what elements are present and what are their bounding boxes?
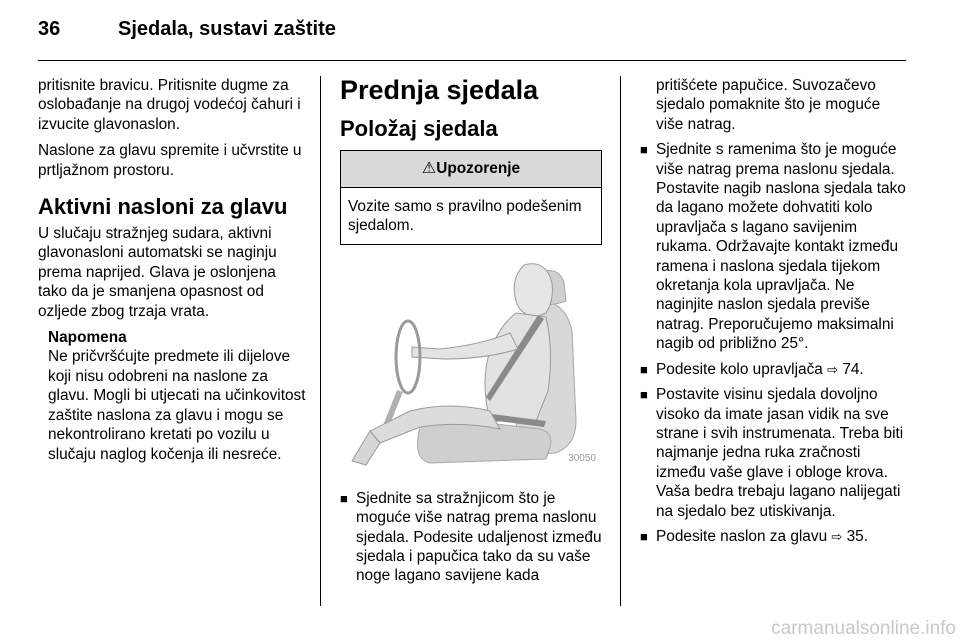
bullet-square-icon: ■ (340, 490, 348, 506)
warning-triangle-icon: ⚠ (421, 160, 437, 177)
paragraph: pritisnite bravicu. Pritisnite dugme za oslobađanje na drugoj vodećoj čahuri i izvucite glavonaslon. (38, 77, 301, 133)
warning-title: Upozorenje (436, 160, 521, 177)
page-ref-arrow-icon: ⇨ (827, 361, 839, 377)
list-item (340, 489, 605, 586)
section-heading: Aktivni nasloni za glavu (38, 194, 288, 220)
chapter-heading: Prednja sjedala (340, 75, 539, 105)
figure-code: 30050 (568, 453, 596, 465)
list-item-text: Podesite kolo upravljača (656, 360, 823, 378)
bullet-square-icon: ■ (640, 361, 648, 377)
page-number: 36 (38, 18, 61, 40)
paragraph: Naslone za glavu spremite i učvrstite u prtljažnom prostoru. (38, 142, 302, 179)
bullet-square-icon: ■ (640, 142, 648, 158)
watermark: carmanualsonline.info (771, 618, 956, 639)
paragraph: U slučaju stražnjeg sudara, aktivni glavonasloni automatski se naginju prema naprijed. Glava je oslonjena tako da je smanjena opasnost od ozljede zbog trzaja vrata. (38, 225, 277, 320)
column-middle (340, 76, 605, 592)
warning-text: Vozite samo s pravilno podešenim sjedalom. (348, 198, 582, 235)
list-item (640, 385, 908, 521)
seat-position-illustration (340, 261, 602, 471)
header-divider (38, 60, 906, 61)
list-item-text: Postavite visinu sjedala dovoljno visoko da imate jasan vidik na sve strane i svih instrumenata. Treba biti najmanje jedna ruka zračnosti između vaše glave i obloge krova. Vaša bedra trebaju lagano nalijegati na sjedalo bez utiskivanja. (656, 386, 904, 520)
column-left (38, 76, 308, 464)
page-reference[interactable]: 74. (842, 360, 864, 378)
list-item (640, 140, 908, 353)
page-reference[interactable]: 35. (846, 527, 868, 545)
note-text: Ne pričvršćujte predmete ili dijelove koji nisu odobreni na naslone za glavu. Mogli bi utjecati na učinkovitost zaštite naslona za glavu i mogu se nekontrolirano kretati po vozilu u slučaju naglog kočenja ili nesreće. (48, 348, 306, 463)
warning-header (341, 151, 601, 188)
bullet-square-icon: ■ (640, 387, 648, 403)
list-item-text: Podesite naslon za glavu (656, 527, 828, 545)
section-heading: Položaj sjedala (340, 116, 498, 141)
column-divider (320, 76, 321, 606)
page-header (38, 18, 918, 48)
list-item (640, 527, 908, 546)
bullet-square-icon: ■ (640, 528, 648, 544)
note-block (48, 328, 308, 464)
page-ref-arrow-icon: ⇨ (831, 528, 843, 544)
list-item (640, 360, 908, 379)
column-right (640, 76, 908, 552)
list-item-continuation: pritišćete papučice. Suvozačevo sjedalo pomaknite što je moguće više natrag. (656, 77, 881, 133)
page-title: Sjedala, sustavi zaštite (118, 18, 336, 40)
list-item-text: Sjednite sa stražnjicom što je moguće više natrag prema naslonu sjedala. Podesite udaljenost između sjedala i papučica tako da su vaše noge lagano savijene kada (356, 489, 602, 585)
driver-seat-image (340, 261, 602, 471)
note-title: Napomena (48, 329, 127, 347)
list-item-text: Sjednite s ramenima što je moguće više natrag prema naslonu sjedala. Postavite nagib naslona sjedala tako da lagano možete dohvatiti kolo upravljača s lagano savijenim rukama. Održavajte kontakt između ramena i naslona sjedala tijekom okretanja kola upravljača. Ne naginjite naslon sjedala previše natrag. Preporučujemo maksimalni nagib od približno 25°. (656, 141, 906, 353)
warning-box (340, 150, 602, 245)
column-divider (620, 76, 621, 606)
